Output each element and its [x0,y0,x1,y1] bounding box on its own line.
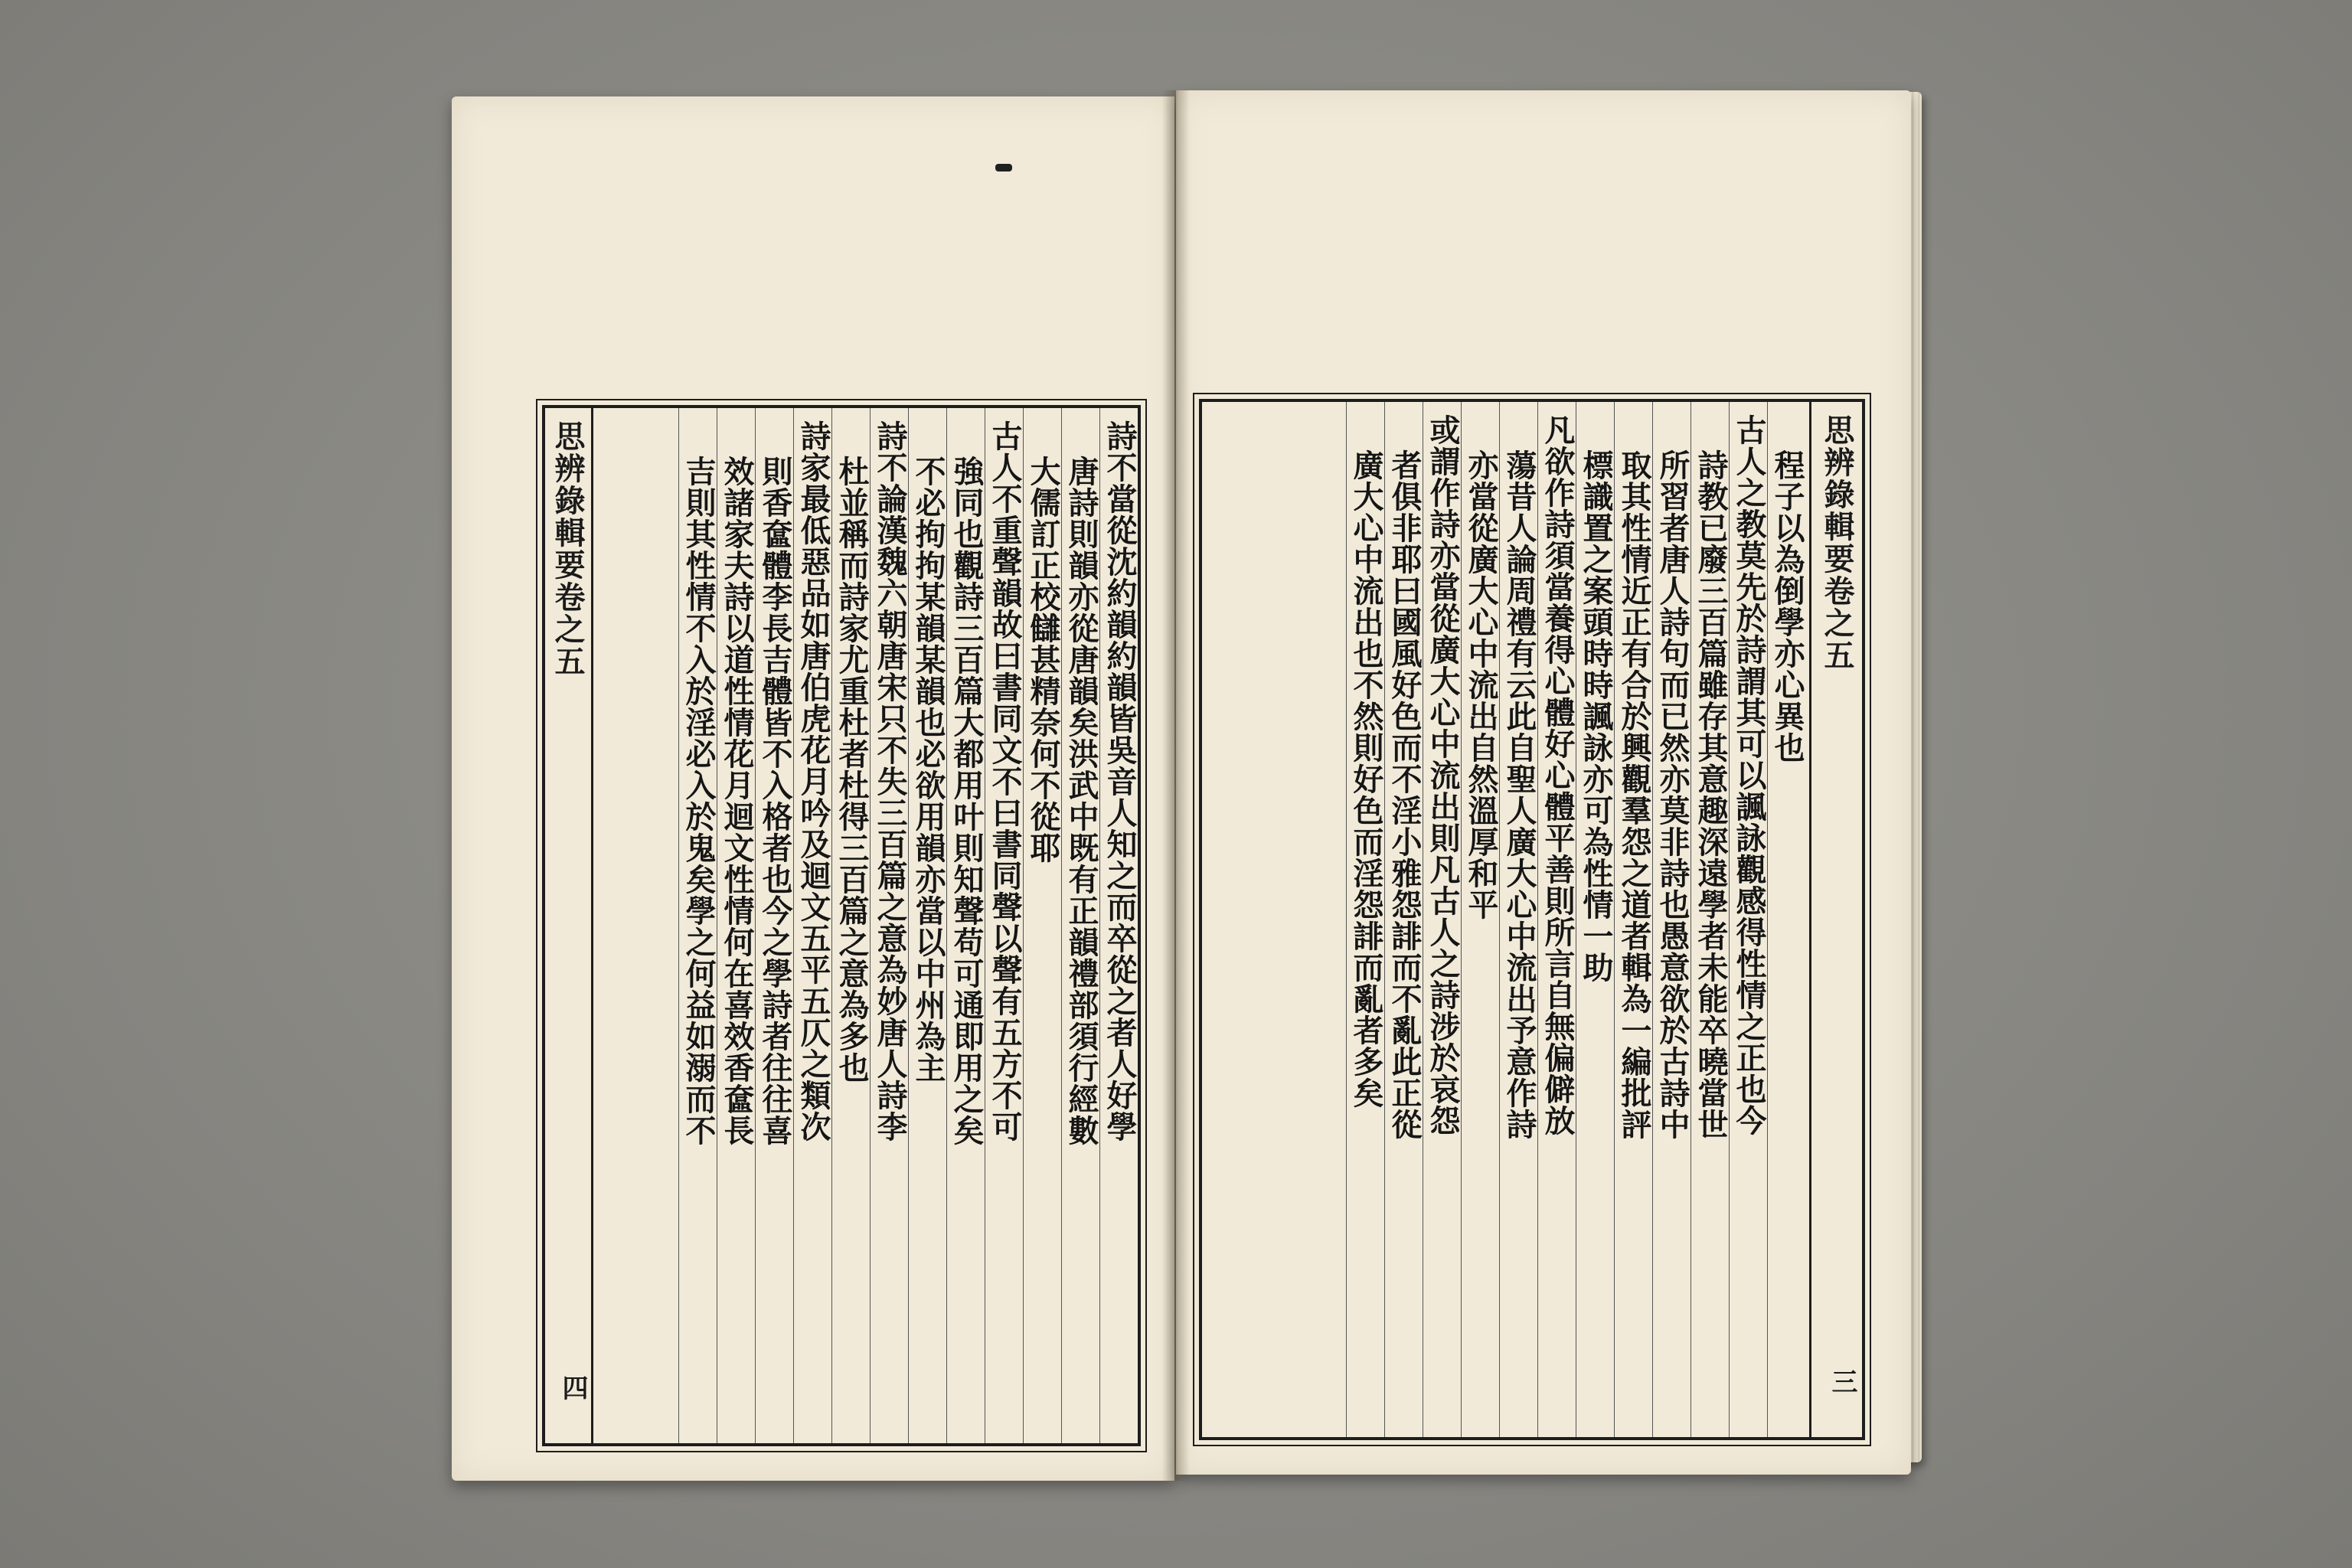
right-bankou [1809,399,1865,1440]
text-column [1099,408,1138,1443]
column-text: 程子以為倒學亦心異也 [1769,449,1805,763]
right-text-columns [1202,402,1862,1437]
text-column [831,408,870,1443]
column-text: 者俱非耶曰國風好色而不淫小雅怨誹而不亂此正從 [1387,449,1423,1140]
right-bankou-volume: 卷之五 [1819,575,1855,671]
text-column [1061,408,1099,1443]
text-column [1023,408,1061,1443]
left-bankou-book-title: 思辨錄輯要 [550,420,586,581]
column-text: 詩不當從沈約韻約韻皆吳音人知之而卒從之者人好學 [1102,420,1138,1142]
right-folio-number: 三 [1827,1368,1857,1394]
text-column [1384,402,1423,1437]
right-bankou-title [1819,414,1854,671]
text-column [870,408,908,1443]
left-bankou-volume: 卷之五 [550,581,586,678]
column-text: 大儒訂正校讎甚精奈何不從耶 [1025,456,1061,864]
column-text: 亦當從廣大心中流出自然溫厚和平 [1463,449,1499,920]
text-column [755,408,793,1443]
column-text: 蕩昔人論周禮有云此自聖人廣大心中流出予意作詩 [1501,449,1537,1140]
text-column [1729,402,1767,1437]
ink-speck [995,164,1012,172]
text-column [1690,402,1729,1437]
right-bankou-book-title: 思辨錄輯要 [1819,414,1855,575]
text-column [985,408,1023,1443]
column-text: 效諸家夫詩以道性情花月迴文性情何在喜效香奩長 [719,456,755,1146]
text-column [1767,402,1805,1437]
text-column [1652,402,1690,1437]
text-column [1423,402,1461,1437]
column-text: 唐詩則韻亦從唐韻矣洪武中既有正韻禮部須行經數 [1063,456,1099,1146]
text-column [1614,402,1652,1437]
left-bankou-title [550,420,585,678]
column-text: 杜並稱而詩家尤重杜者杜得三百篇之意為多也 [834,456,870,1083]
column-text: 標識置之案頭時時諷詠亦可為性情一助 [1578,449,1614,983]
column-text: 詩家最低惡品如唐伯虎花月吟及迴文五平五仄之類次 [795,420,831,1142]
book-gutter [1162,90,1190,1481]
left-bankou [542,405,593,1446]
text-column [1499,402,1537,1437]
text-column [946,408,985,1443]
right-page [1176,90,1911,1475]
left-page [452,96,1174,1481]
column-text: 凡欲作詩須當養得心體好心體平善則所言自無偏僻放 [1540,414,1576,1136]
text-column [1537,402,1576,1437]
column-text: 詩不論漢魏六朝唐宋只不失三百篇之意為妙唐人詩李 [872,420,908,1142]
text-column [678,408,717,1443]
column-text: 取其性情近正有合於興觀羣怨之道者輯為一編批評 [1616,449,1652,1140]
left-folio-number: 四 [557,1374,588,1400]
column-text: 或謂作詩亦當從廣大心中流出則凡古人之詩涉於哀怨 [1425,414,1461,1136]
column-text: 詩教已廢三百篇雖存其意趣深遠學者未能卒曉當世 [1693,449,1729,1140]
column-text: 古人不重聲韻故曰書同文不曰書同聲以聲有五方不可 [987,420,1023,1142]
column-text: 古人之教莫先於詩謂其可以諷詠觀感得性情之正也今 [1731,414,1767,1136]
left-text-columns [545,408,1138,1443]
column-text: 不必拘拘某韻某韻也必欲用韻亦當以中州為主 [910,456,946,1083]
text-column [1346,402,1384,1437]
column-text: 所習者唐人詩句而已然亦莫非詩也愚意欲於古詩中 [1655,449,1690,1140]
text-column [1461,402,1499,1437]
column-text: 廣大心中流出也不然則好色而淫怨誹而亂者多矣 [1348,449,1384,1109]
left-print-block [542,405,1141,1446]
column-text: 則香奩體李長吉體皆不入格者也今之學詩者往往喜 [757,456,793,1146]
column-text: 強同也觀詩三百篇大都用叶則知聲苟可通即用之矣 [949,456,985,1146]
column-text: 吉則其性情不入於淫必入於鬼矣學之何益如溺而不 [681,456,717,1146]
text-column [717,408,755,1443]
text-column [908,408,946,1443]
text-column [1576,402,1614,1437]
right-print-block [1199,399,1865,1440]
text-column [793,408,831,1443]
